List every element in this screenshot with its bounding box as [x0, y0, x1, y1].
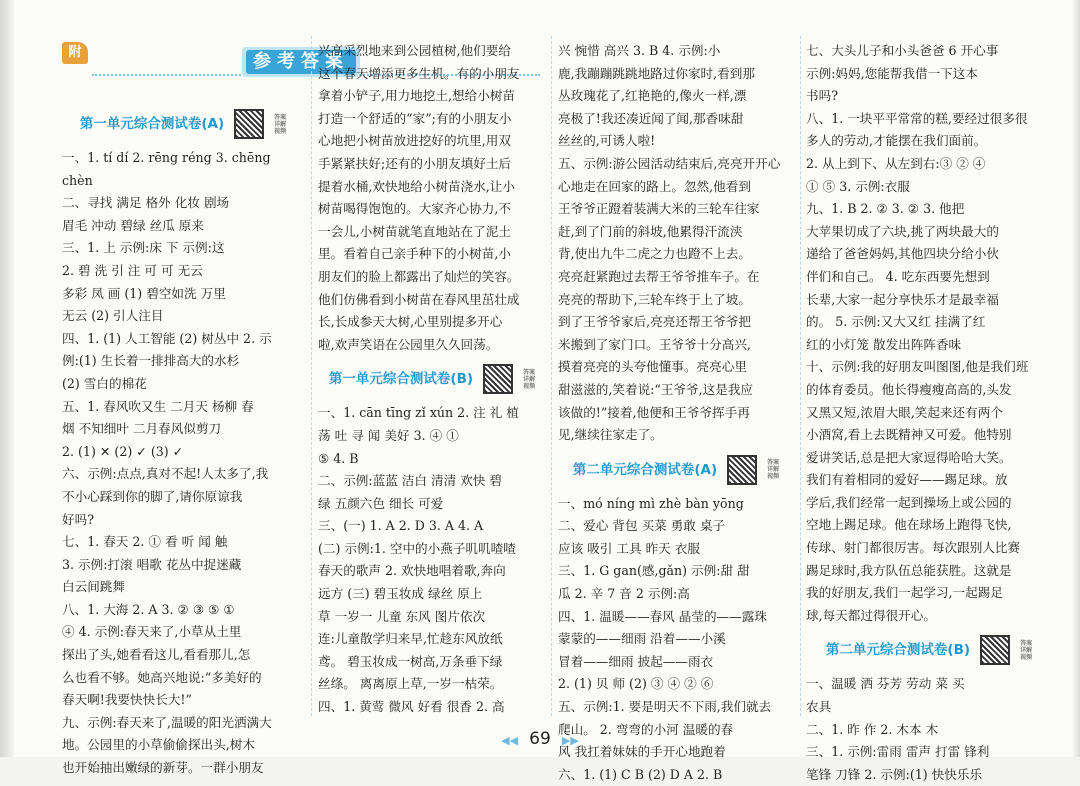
answer-line: 球,每天都过得很开心。: [806, 607, 936, 623]
answer-line: 学后,我们经常一起到操场上或公园的: [806, 494, 1012, 510]
next-arrow-icon: ▶▶: [561, 734, 579, 747]
answer-line: 亮极了!我还凑近闻了闻,那香味甜: [558, 110, 744, 126]
answer-lines: [62, 147, 306, 780]
appendix-badge: 附: [62, 42, 88, 64]
answer-line: 七、1. 春天 2. ① 看 听 闻 触: [62, 534, 228, 550]
answer-line: 三、1. 上 示例:床 下 示例:这: [62, 240, 225, 256]
answer-line: 二、示例:蓝蓝 洁白 清清 欢快 碧: [318, 473, 502, 489]
answer-line: 远方 (三) 碧玉妆成 绿丝 原上: [318, 586, 483, 602]
answer-line: 兴高采烈地来到公园植树,他们要给: [318, 43, 511, 58]
qr-code-icon[interactable]: [727, 455, 757, 485]
answer-line: 里。看着自己亲手种下的小树苗,小: [318, 246, 511, 262]
answer-line: 四、1. 温暖——春风 晶莹的——露珠: [558, 608, 767, 624]
answer-line: 二、1. 昨 作 2. 木本 木: [806, 721, 939, 737]
answer-line: 九、1. B 2. ② 3. ② 3. 他把: [806, 201, 965, 217]
answer-line: 么也看不够。她高兴地说:“多美好的: [62, 669, 262, 685]
answer-line: 提着水桶,欢快地给小树苗浇水,让小: [318, 178, 515, 194]
answer-line: ④ 4. 示例:春天来了,小草从土里: [62, 624, 242, 640]
section-heading: [318, 356, 548, 402]
answer-line: 丛玫瑰花了,红艳艳的,像火一样,漂: [558, 88, 747, 104]
answer-line: 一、1. tí dí 2. rēng réng 3. chēng: [62, 150, 271, 165]
answer-line: ① ⑤ 3. 示例:衣服: [806, 178, 910, 194]
answer-line: 多彩 凤 画 (1) 碧空如洗 万里: [62, 285, 226, 301]
answer-line: 3. 示例:打滚 唱歌 花丛中捉迷藏: [62, 556, 242, 572]
answer-line: 春天的歌声 2. 欢快地唱着歌,奔向: [318, 563, 506, 579]
qr-caption: 答案详解视频: [1020, 639, 1033, 661]
answer-line: 荡 吐 寻 闻 美好 3. ④ ①: [318, 427, 459, 443]
answer-line: 爬山。 2. 弯弯的小河 温暖的春: [558, 721, 734, 737]
answer-line: 十、示例:我的好朋友叫图图,他是我们班: [806, 359, 1029, 375]
qr-caption: 答案详解视频: [523, 368, 536, 390]
answer-line: 四、1. (1) 人工智能 (2) 树丛中 2. 示: [62, 330, 272, 346]
answer-line: 连:儿童散学归来早,忙趁东风放纸: [318, 631, 503, 647]
answer-line: 一、温暖 洒 芬芳 劳动 菜 买: [806, 676, 965, 692]
answer-line: 伴们和自己。 4. 吃东西要先想到: [806, 268, 990, 284]
answer-line: 冒着——细雨 披起——雨衣: [558, 653, 714, 669]
book-spine-shadow: [0, 0, 14, 757]
page-edge-shadow: [1072, 0, 1080, 757]
answer-lines: [558, 40, 796, 447]
answer-line: 探出了头,她看看这儿,看看那儿,怎: [62, 647, 251, 663]
answer-line: 这个春天增添更多生机。有的小朋友: [318, 65, 520, 81]
prev-arrow-icon: ◀◀: [501, 734, 519, 747]
answer-line: 多人的劳动,才能摆在我们面前。: [806, 133, 987, 149]
answer-line: 书吗?: [806, 88, 838, 104]
section-title: 第一单元综合测试卷(A): [79, 116, 225, 132]
answer-line: 一、mó níng mì zhè bàn yōng: [558, 495, 744, 511]
answer-line: 五、示例:1. 要是明天不下雨,我们就去: [558, 699, 772, 715]
answer-line: 手紧紧扶好;还有的小朋友填好土后: [318, 155, 512, 171]
answer-line: 他们仿佛看到小树苗在春风里茁壮成: [318, 291, 520, 307]
answer-line: 亮亮赶紧跑过去帮王爷爷推车子。在: [558, 268, 760, 284]
answer-line: 应该 吸引 工具 昨天 衣服: [558, 540, 700, 556]
answer-line: 的。 5. 示例:又大又红 挂满了红: [806, 314, 986, 330]
answer-line: 二、寻找 满足 格外 化妆 剧场: [62, 195, 230, 211]
answer-line: 的体育委员。他长得瘦瘦高高的,头发: [806, 381, 1012, 397]
answer-line: 七、大头儿子和小头爸爸 6 开心事: [806, 43, 999, 58]
answer-line: 朋友们的脸上都露出了灿烂的笑容。: [318, 268, 520, 284]
answer-line: 八、1. 一块平平常常的糕,要经过很多很: [806, 110, 1028, 126]
answer-line: 爱讲笑话,总是把大家逗得哈哈大笑。: [806, 449, 1012, 465]
answer-line: (2) 雪白的棉花: [62, 375, 147, 391]
answer-line: 红的小灯笼 散发出阵阵香味: [806, 336, 962, 352]
answer-line: 我的好朋友,我们一起学习,一起踢足: [806, 585, 1003, 601]
answer-line: 见,继续往家走了。: [558, 427, 663, 443]
answer-line: 2. 从上到下、从左到右:③ ② ④: [806, 155, 986, 171]
answer-line: 八、1. 大海 2. A 3. ② ③ ⑤ ①: [62, 601, 235, 617]
qr-code-icon[interactable]: [483, 364, 513, 394]
answer-line: 丝绦。 离离原上草,一岁一枯荣。: [318, 676, 503, 692]
answer-line: 甜滋滋的,笑着说:“王爷爷,这是我应: [558, 381, 754, 397]
answer-line: 踢足球时,我方队伍总能获胜。这就是: [806, 562, 1012, 578]
page-footer: [0, 729, 1080, 749]
answer-line: 背,使出九牛二虎之力也蹬不上去。: [558, 246, 751, 262]
answer-line: 小酒窝,看上去既精神又可爱。他特别: [806, 427, 1012, 443]
section-title: 第二单元综合测试卷(B): [825, 642, 971, 659]
answer-line: 四、1. 黄莺 微风 好看 很香 2. 高: [318, 699, 505, 715]
answer-line: 摸着亮亮的头夸他懂事。亮亮心里: [558, 359, 747, 375]
answer-line: 三、1. G gan(感,gǎn) 示例:甜 甜: [558, 563, 750, 579]
answer-line: 2. (1) ✕ (2) ✓ (3) ✓: [62, 443, 184, 459]
answer-line: ⑤ 4. B: [318, 450, 359, 466]
answer-line: 示例:妈妈,您能帮我借一下这本: [806, 65, 978, 81]
answer-line: 鹿,我蹦蹦跳跳地路过你家时,看到那: [558, 65, 755, 81]
column-divider: [551, 36, 552, 716]
answer-line: 到了王爷爷家后,亮亮还帮王爷爷把: [558, 314, 751, 330]
answer-line: 蒙蒙的——细雨 沿着——小溪: [558, 631, 726, 647]
answer-line: 丝丝的,可诱人啦!: [558, 133, 656, 149]
answer-line: 长,长成参天大树,心里别提多开心: [318, 314, 503, 330]
answer-line: 亮亮的帮助下,三轮车终于上了坡。: [558, 291, 751, 307]
qr-code-icon[interactable]: [980, 635, 1010, 665]
answer-column-4: [806, 40, 1054, 786]
answer-line: 春天啊!我要快快长大!”: [62, 692, 192, 708]
answer-line: 树苗喝得饱饱的。大家齐心协力,不: [318, 201, 511, 217]
answer-line: 九、示例:春天来了,温暖的阳光洒满大: [62, 714, 272, 730]
answer-line: chèn: [62, 172, 93, 188]
column-divider: [311, 36, 312, 716]
answer-line: 啦,欢声笑语在公园里久久回荡。: [318, 336, 499, 352]
answer-line: 草 一岁一 儿童 东风 图片依次: [318, 608, 486, 624]
answer-line: 笔锋 刀锋 2. 示例:(1) 快快乐乐: [806, 766, 983, 782]
answer-line: 心地走在回家的路上。忽然,他看到: [558, 178, 751, 194]
answer-line: 绿 五颜六色 细长 可爱: [318, 495, 444, 511]
page-title: 参考答案: [246, 50, 356, 74]
qr-caption: 答案详解视频: [767, 459, 780, 481]
answer-line: 米搬到了家门口。王爷爷十分高兴,: [558, 336, 751, 352]
answer-line: 又黑又短,浓眉大眼,笑起来还有两个: [806, 404, 1003, 420]
answer-line: 也开始抽出嫩绿的新芽。一群小朋友: [62, 760, 264, 776]
answer-line: 白云间跳舞: [62, 579, 125, 595]
answer-line: 二、爱心 背包 买菜 勇敢 桌子: [558, 518, 726, 534]
answer-column-1: [62, 101, 306, 780]
answer-line: 眉毛 冲动 碧绿 丝瓜 原来: [62, 217, 204, 233]
answer-line: 风 我扛着妹妹的手开心地跑着: [558, 744, 726, 760]
page-number: 69: [529, 729, 551, 749]
section-title: 第二单元综合测试卷(A): [572, 461, 718, 478]
qr-caption: 答案详解视频: [274, 113, 287, 135]
answer-line: 打造一个舒适的“家”;有的小朋友小: [318, 110, 512, 126]
answer-line: 六、1. (1) C B (2) D A 2. B: [558, 766, 723, 782]
answer-line: 六、示例:点点,真对不起!人太多了,我: [62, 466, 269, 482]
answer-line: 王爷爷正蹬着装满大米的三轮车往家: [558, 201, 760, 217]
answer-column-2: [318, 40, 548, 719]
answer-line: 例:(1) 生长着一排排高大的水杉: [62, 353, 240, 369]
answer-column-3: [558, 40, 796, 786]
section-title: 第一单元综合测试卷(B): [328, 371, 474, 388]
answer-line: 好吗?: [62, 511, 94, 527]
answer-line: 赶,到了门前的斜坡,他累得汗流浃: [558, 223, 743, 239]
answer-lines: [318, 40, 548, 356]
answer-line: 农具: [806, 699, 832, 715]
column-divider: [800, 36, 801, 716]
section-heading: [806, 627, 1054, 673]
answer-lines: [318, 402, 548, 718]
answer-line: (二) 示例:1. 空中的小燕子叽叽喳喳: [318, 540, 516, 556]
section-heading: [558, 447, 796, 493]
answer-line: 2. 碧 洗 引 注 可 可 无云: [62, 262, 203, 278]
answer-lines: [806, 40, 1054, 627]
qr-code-icon[interactable]: [234, 109, 264, 139]
answer-line: 瓜 2. 辛 7 音 2 示例:高: [558, 586, 690, 602]
answer-line: 地。公园里的小草偷偷探出头,树木: [62, 737, 255, 753]
answer-line: 我们有着相同的爱好——踢足球。放: [806, 472, 1008, 488]
answer-line: 2. (1) 贝 师 (2) ③ ④ ② ⑥: [558, 676, 714, 692]
answer-line: 五、示例:游公园活动结束后,亮亮开开心: [558, 155, 781, 171]
answer-line: 不小心踩到你的脚了,请你原谅我: [62, 488, 243, 504]
answer-line: 传球、射门都很厉害。每次跟别人比赛: [806, 540, 1021, 556]
answer-line: 拿着小铲子,用力地挖土,想给小树苗: [318, 88, 515, 104]
answer-line: 五、1. 春风吹又生 二月天 杨柳 春: [62, 398, 254, 414]
answer-line: 烟 不知细叶 二月春风似剪刀: [62, 421, 222, 437]
answer-line: 递给了爸爸妈妈,其他四块分给小伙: [806, 246, 999, 262]
answer-line: 鸢。 碧玉妆成一树高,万条垂下绿: [318, 653, 503, 669]
answer-line: 无云 (2) 引人注目: [62, 308, 164, 324]
answer-line: 心地把小树苗放进挖好的坑里,用双: [318, 133, 511, 149]
section-heading: [62, 101, 306, 147]
answer-line: 长辈,大家一起分享快乐才是最幸福: [806, 291, 999, 307]
answer-line: 一、1. cān tīng zǐ xún 2. 注 礼 植: [318, 405, 519, 421]
answer-line: 三、1. 示例:雷雨 雷声 打雷 锋利: [806, 744, 990, 760]
answer-line: 该做的!”接着,他便和王爷爷挥手再: [558, 404, 750, 420]
answer-line: 一会儿,小树苗就笔直地站在了泥土: [318, 223, 511, 239]
answer-line: 三、(一) 1. A 2. D 3. A 4. A: [318, 518, 484, 534]
answer-line: 兴 惋惜 高兴 3. B 4. 示例:小: [558, 43, 721, 58]
answer-line: 空地上踢足球。他在球场上跑得飞快,: [806, 517, 1012, 533]
answer-line: 大苹果切成了六块,挑了两块最大的: [806, 223, 999, 239]
